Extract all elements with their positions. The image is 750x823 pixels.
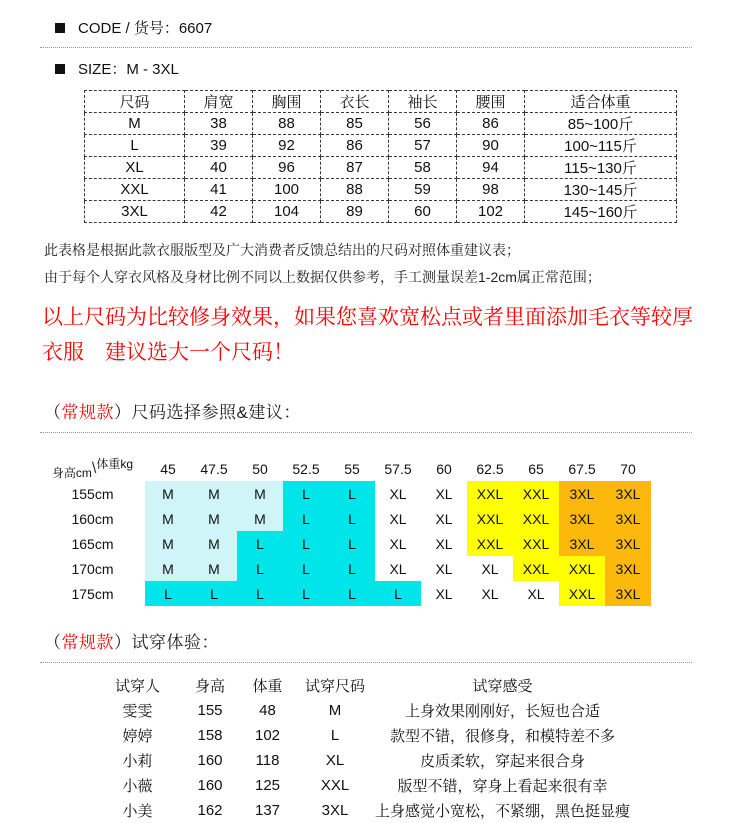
cell-weight-range: 145~160斤: [525, 201, 677, 223]
square-bullet-icon: [55, 23, 65, 33]
height-row-label: 165cm: [71, 535, 114, 552]
matrix-cell: L: [237, 531, 283, 556]
height-row-label: 175cm: [71, 585, 114, 602]
matrix-cell: XL: [389, 535, 407, 552]
cell-tried-size: L: [330, 727, 340, 744]
matrix-cell: XL: [389, 510, 407, 527]
cell-tried-size: XXL: [320, 777, 350, 794]
dotted-divider: [40, 47, 692, 48]
cell-height: 155: [197, 702, 223, 719]
cell-value: 58: [389, 157, 457, 179]
cell-size: 3XL: [85, 201, 185, 223]
matrix-cell: M: [191, 531, 237, 556]
try-on-header-row: [95, 673, 630, 698]
matrix-cell: 3XL: [605, 531, 651, 556]
matrix-cell: XL: [435, 510, 453, 527]
size-spec-table: [84, 90, 677, 223]
cell-value: 88: [321, 179, 389, 201]
col-header-shoulder: 肩宽: [185, 91, 253, 113]
matrix-cell: 3XL: [605, 506, 651, 531]
dotted-divider: [40, 662, 692, 663]
bracket-open: （: [44, 403, 62, 422]
weight-col-header: 45: [160, 460, 176, 477]
matrix-cell: M: [145, 481, 191, 506]
matrix-cell: XL: [435, 535, 453, 552]
matrix-cell: 3XL: [559, 506, 605, 531]
note-line: 此表格是根据此款衣服版型及广大消费者反馈总结出的尺码对照体重建议表；: [44, 242, 520, 258]
regular-style-tag: 常规款: [61, 403, 114, 422]
matrix-cell: L: [283, 531, 329, 556]
matrix-cell: XXL: [467, 506, 513, 531]
cell-value: 42: [185, 201, 253, 223]
weight-col-header: 57.5: [384, 460, 412, 477]
col-header-size: 尺码: [85, 91, 185, 113]
dotted-divider: [40, 432, 692, 433]
matrix-cell: M: [145, 531, 191, 556]
table-row: [85, 157, 677, 179]
section-title-reference: [44, 398, 750, 423]
cell-value: 60: [389, 201, 457, 223]
col-header-weight: 体重: [252, 678, 283, 695]
cell-size: M: [85, 113, 185, 135]
cell-value: 96: [253, 157, 321, 179]
size-row: [55, 58, 750, 79]
section-title-text: 尺码选择参照&建议：: [131, 403, 301, 422]
cell-value: 41: [185, 179, 253, 201]
weight-col-header: 65: [528, 460, 544, 477]
matrix-cell: XL: [481, 585, 499, 602]
matrix-row: [40, 531, 651, 556]
cell-tester: 婷婷: [122, 728, 153, 745]
cell-value: 90: [457, 135, 525, 157]
try-on-table: [95, 673, 630, 823]
matrix-cell: L: [283, 506, 329, 531]
matrix-cell: M: [145, 506, 191, 531]
matrix-cell: L: [283, 481, 329, 506]
warning-line-2: 衣服 建议选大一个尺码！: [42, 341, 294, 364]
height-weight-size-matrix: [40, 456, 651, 606]
cell-value: 56: [389, 113, 457, 135]
cell-tried-size: 3XL: [321, 802, 349, 819]
matrix-cell: L: [237, 581, 283, 606]
cell-tester: 小薇: [122, 778, 153, 795]
matrix-cell: M: [237, 481, 283, 506]
table-row: [85, 113, 677, 135]
size-label: SIZE：M - 3XL: [78, 61, 179, 78]
matrix-cell: XL: [527, 585, 545, 602]
bracket-close: ）: [114, 403, 132, 422]
table-row: [95, 723, 630, 748]
matrix-cell: 3XL: [605, 481, 651, 506]
size-spec-header-row: [85, 91, 677, 113]
col-header-weight-range: 适合体重: [525, 91, 677, 113]
cell-weight: 102: [254, 727, 281, 744]
matrix-cell: M: [191, 506, 237, 531]
height-row-label: 160cm: [71, 510, 114, 527]
height-row-label: 155cm: [71, 485, 114, 502]
weight-col-header: 50: [252, 460, 268, 477]
cell-value: 40: [185, 157, 253, 179]
cell-value: 85: [321, 113, 389, 135]
bracket-close: ）: [114, 633, 132, 652]
matrix-cell: XL: [435, 560, 453, 577]
cell-height: 160: [197, 777, 223, 794]
cell-weight-range: 85~100斤: [525, 113, 677, 135]
cell-value: 100: [253, 179, 321, 201]
matrix-cell: XXL: [559, 581, 605, 606]
matrix-cell: L: [329, 481, 375, 506]
col-header-height: 身高: [194, 678, 225, 695]
cell-value: 94: [457, 157, 525, 179]
cell-size: XXL: [85, 179, 185, 201]
col-header-tried-size: 试穿尺码: [304, 678, 365, 695]
cell-size: L: [85, 135, 185, 157]
section-title-text: 试穿体验：: [131, 633, 219, 652]
matrix-header-row: [40, 456, 651, 481]
matrix-cell: L: [283, 556, 329, 581]
cell-value: 92: [253, 135, 321, 157]
cell-weight-range: 130~145斤: [525, 179, 677, 201]
weight-col-header: 55: [344, 460, 360, 477]
matrix-cell: L: [329, 556, 375, 581]
matrix-cell: 3XL: [605, 556, 651, 581]
matrix-row: [40, 506, 651, 531]
axis-divider: \: [91, 459, 97, 477]
matrix-cell: L: [329, 581, 375, 606]
regular-style-tag: 常规款: [61, 633, 114, 652]
weight-col-header: 70: [620, 460, 636, 477]
cell-feeling: 上身感觉小宽松，不紧绷，黑色挺显瘦: [375, 803, 631, 820]
col-header-waist: 腰围: [457, 91, 525, 113]
cell-height: 162: [197, 802, 223, 819]
matrix-cell: XXL: [513, 556, 559, 581]
weight-col-header: 47.5: [200, 460, 228, 477]
cell-value: 104: [253, 201, 321, 223]
matrix-cell: M: [145, 556, 191, 581]
cell-height: 158: [197, 727, 223, 744]
col-header-bust: 胸围: [253, 91, 321, 113]
cell-value: 87: [321, 157, 389, 179]
weight-col-header: 62.5: [476, 460, 504, 477]
section-title-fitting: [44, 628, 750, 653]
cell-value: 88: [253, 113, 321, 135]
height-axis-label: 身高cm: [51, 465, 92, 480]
matrix-cell: XXL: [513, 531, 559, 556]
cell-value: 86: [457, 113, 525, 135]
cell-feeling: 上身效果刚刚好，长短也合适: [405, 703, 601, 720]
matrix-cell: XL: [435, 485, 453, 502]
code-row: [55, 0, 750, 38]
col-header-tester: 试穿人: [114, 678, 160, 695]
matrix-row: [40, 581, 651, 606]
table-row: [95, 698, 630, 723]
weight-col-header: 52.5: [292, 460, 320, 477]
cell-feeling: 版型不错，穿身上看起来很有幸: [397, 778, 608, 795]
cell-value: 102: [457, 201, 525, 223]
matrix-cell: L: [283, 581, 329, 606]
matrix-row: [40, 481, 651, 506]
note-line: 由于每个人穿衣风格及身材比例不同以上数据仅供参考，手工测量误差1-2cm属正常范围；: [44, 269, 601, 285]
matrix-cell: L: [329, 506, 375, 531]
matrix-cell: XXL: [513, 481, 559, 506]
matrix-cell: 3XL: [559, 531, 605, 556]
cell-tester: 小莉: [122, 753, 153, 770]
matrix-cell: M: [237, 506, 283, 531]
cell-weight: 48: [259, 702, 276, 719]
matrix-cell: XXL: [513, 506, 559, 531]
cell-tried-size: XL: [325, 752, 345, 769]
cell-feeling: 款型不错，很修身，和模特差不多: [390, 728, 616, 745]
matrix-row: [40, 556, 651, 581]
matrix-cell: L: [375, 581, 421, 606]
matrix-cell: XL: [389, 485, 407, 502]
cell-value: 57: [389, 135, 457, 157]
table-row: [85, 135, 677, 157]
cell-value: 86: [321, 135, 389, 157]
warning-line-1: 以上尺码为比较修身效果，如果您喜欢宽松点或者里面添加毛衣等较厚: [42, 306, 693, 329]
cell-size: XL: [85, 157, 185, 179]
height-row-label: 170cm: [71, 560, 114, 577]
col-header-sleeve: 袖长: [389, 91, 457, 113]
weight-col-header: 60: [436, 460, 452, 477]
cell-value: 39: [185, 135, 253, 157]
cell-value: 59: [389, 179, 457, 201]
table-row: [95, 748, 630, 773]
cell-tester: 雯雯: [122, 703, 153, 720]
cell-value: 89: [321, 201, 389, 223]
cell-tried-size: M: [328, 702, 342, 719]
matrix-cell: XL: [389, 560, 407, 577]
matrix-cell: L: [191, 581, 237, 606]
table-row: [85, 201, 677, 223]
matrix-cell: L: [145, 581, 191, 606]
cell-weight-range: 100~115斤: [525, 135, 677, 157]
matrix-cell: 3XL: [605, 581, 651, 606]
square-bullet-icon: [55, 64, 65, 74]
cell-height: 160: [197, 752, 223, 769]
table-row: [95, 773, 630, 798]
matrix-cell: L: [329, 531, 375, 556]
code-label: CODE / 货号：6607: [78, 20, 213, 37]
matrix-cell: 3XL: [559, 481, 605, 506]
cell-weight: 125: [254, 777, 281, 794]
matrix-cell: L: [237, 556, 283, 581]
matrix-cell: M: [191, 556, 237, 581]
col-header-feeling: 试穿感受: [472, 678, 533, 695]
matrix-cell: XXL: [467, 481, 513, 506]
matrix-cell: XL: [435, 585, 453, 602]
matrix-cell: XXL: [467, 531, 513, 556]
cell-value: 38: [185, 113, 253, 135]
table-row: [95, 798, 630, 823]
cell-weight: 137: [254, 802, 281, 819]
col-header-length: 衣长: [321, 91, 389, 113]
cell-tester: 小美: [122, 803, 153, 820]
cell-weight: 118: [255, 752, 280, 769]
size-warning-text: [42, 300, 750, 370]
axis-corner-label: [40, 456, 145, 481]
weight-axis-label: 体重kg: [96, 456, 134, 471]
matrix-cell: XL: [481, 560, 499, 577]
cell-weight-range: 115~130斤: [525, 157, 677, 179]
cell-value: 98: [457, 179, 525, 201]
matrix-cell: M: [191, 481, 237, 506]
matrix-cell: XXL: [559, 556, 605, 581]
cell-feeling: 皮质柔软，穿起来很合身: [420, 753, 586, 770]
weight-col-header: 67.5: [568, 460, 596, 477]
table-row: [85, 179, 677, 201]
bracket-open: （: [44, 633, 62, 652]
